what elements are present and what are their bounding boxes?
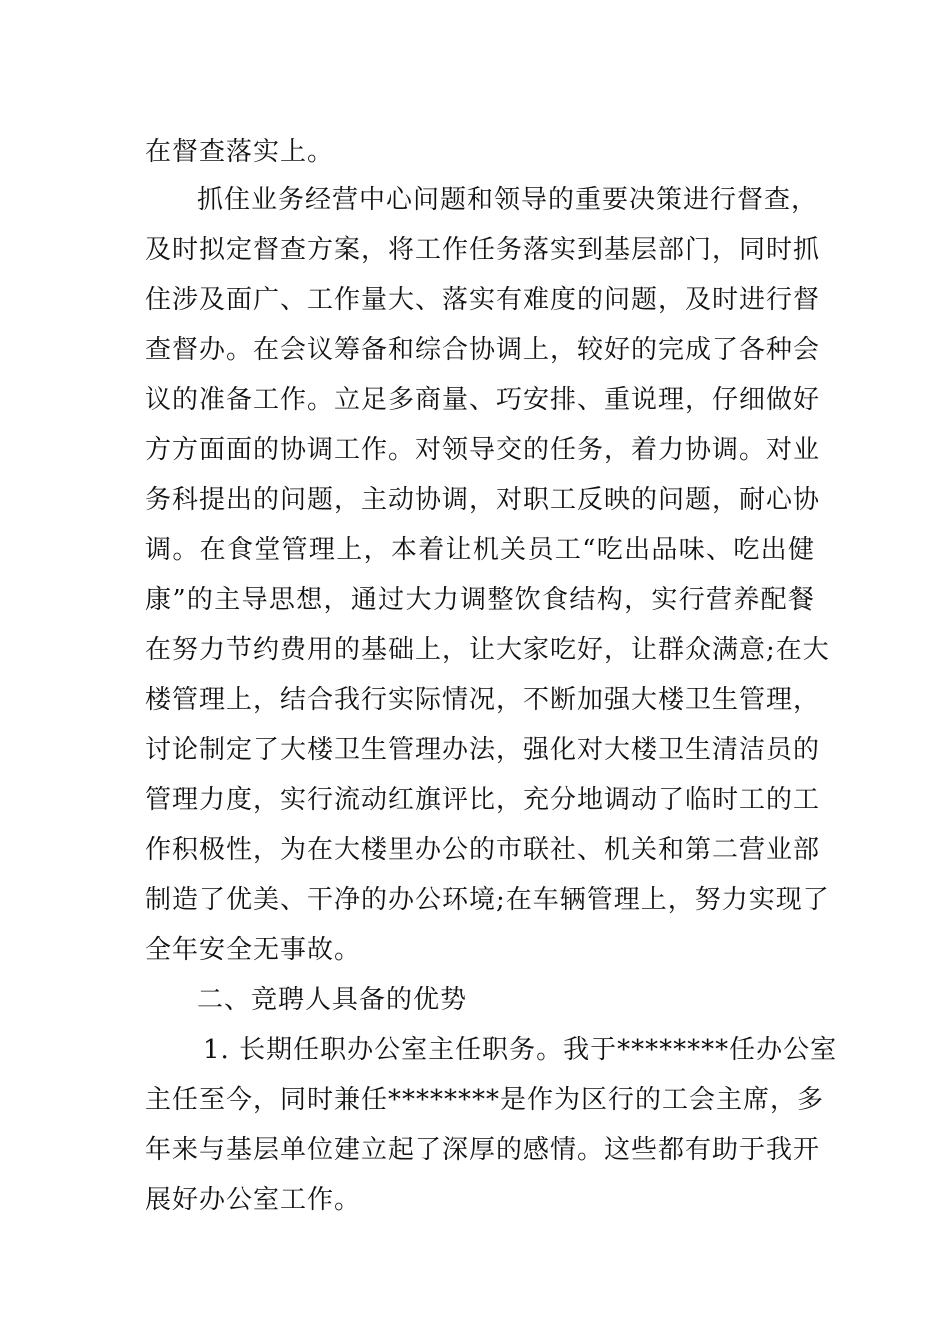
section-heading: 二、竞聘人具备的优势 xyxy=(197,985,468,1015)
text-line: 制造了优美、干净的办公环境;在车辆管理上，努力实现了 xyxy=(145,885,830,915)
text-line: 方方面面的协调工作。对领导交的任务，着力协调。对业 xyxy=(145,435,821,465)
text-line: 在努力节约费用的基础上，让大家吃好，让群众满意;在大 xyxy=(145,635,830,665)
text-line: 调。在食堂管理上，本着让机关员工“吃出品味、吃出健 xyxy=(145,535,815,565)
text-line: 楼管理上，结合我行实际情况，不断加强大楼卫生管理， xyxy=(145,685,821,715)
list-item-first-line: 1. 长期任职办公室主任职务。我于********任办公室 xyxy=(203,1035,838,1065)
text-line: 查督办。在会议筹备和综合协调上，较好的完成了各种会 xyxy=(145,335,821,365)
text-line: 及时拟定督查方案，将工作任务落实到基层部门，同时抓 xyxy=(145,235,821,265)
text-line: 全年安全无事故。 xyxy=(145,935,362,965)
paragraph-first-line: 抓住业务经营中心问题和领导的重要决策进行督查， xyxy=(197,185,819,215)
text-line: 年来与基层单位建立起了深厚的感情。这些都有助于我开 xyxy=(145,1135,821,1165)
text-line: 务科提出的问题，主动协调，对职工反映的问题，耐心协 xyxy=(145,485,821,515)
text-line: 在督查落实上。 xyxy=(145,137,335,167)
text-line: 作积极性，为在大楼里办公的市联社、机关和第二营业部 xyxy=(145,835,821,865)
text-line: 主任至今，同时兼任********是作为区行的工会主席，多 xyxy=(145,1085,825,1115)
text-line: 住涉及面广、工作量大、落实有难度的问题，及时进行督 xyxy=(145,285,821,315)
text-line: 康”的主导思想，通过大力调整饮食结构，实行营养配餐 xyxy=(145,585,815,615)
text-line: 议的准备工作。立足多商量、巧安排、重说理，仔细做好 xyxy=(145,385,821,415)
text-line: 讨论制定了大楼卫生管理办法，强化对大楼卫生清洁员的 xyxy=(145,735,821,765)
text-line: 展好办公室工作。 xyxy=(145,1185,362,1215)
text-line: 管理力度，实行流动红旗评比，充分地调动了临时工的工 xyxy=(145,785,821,815)
